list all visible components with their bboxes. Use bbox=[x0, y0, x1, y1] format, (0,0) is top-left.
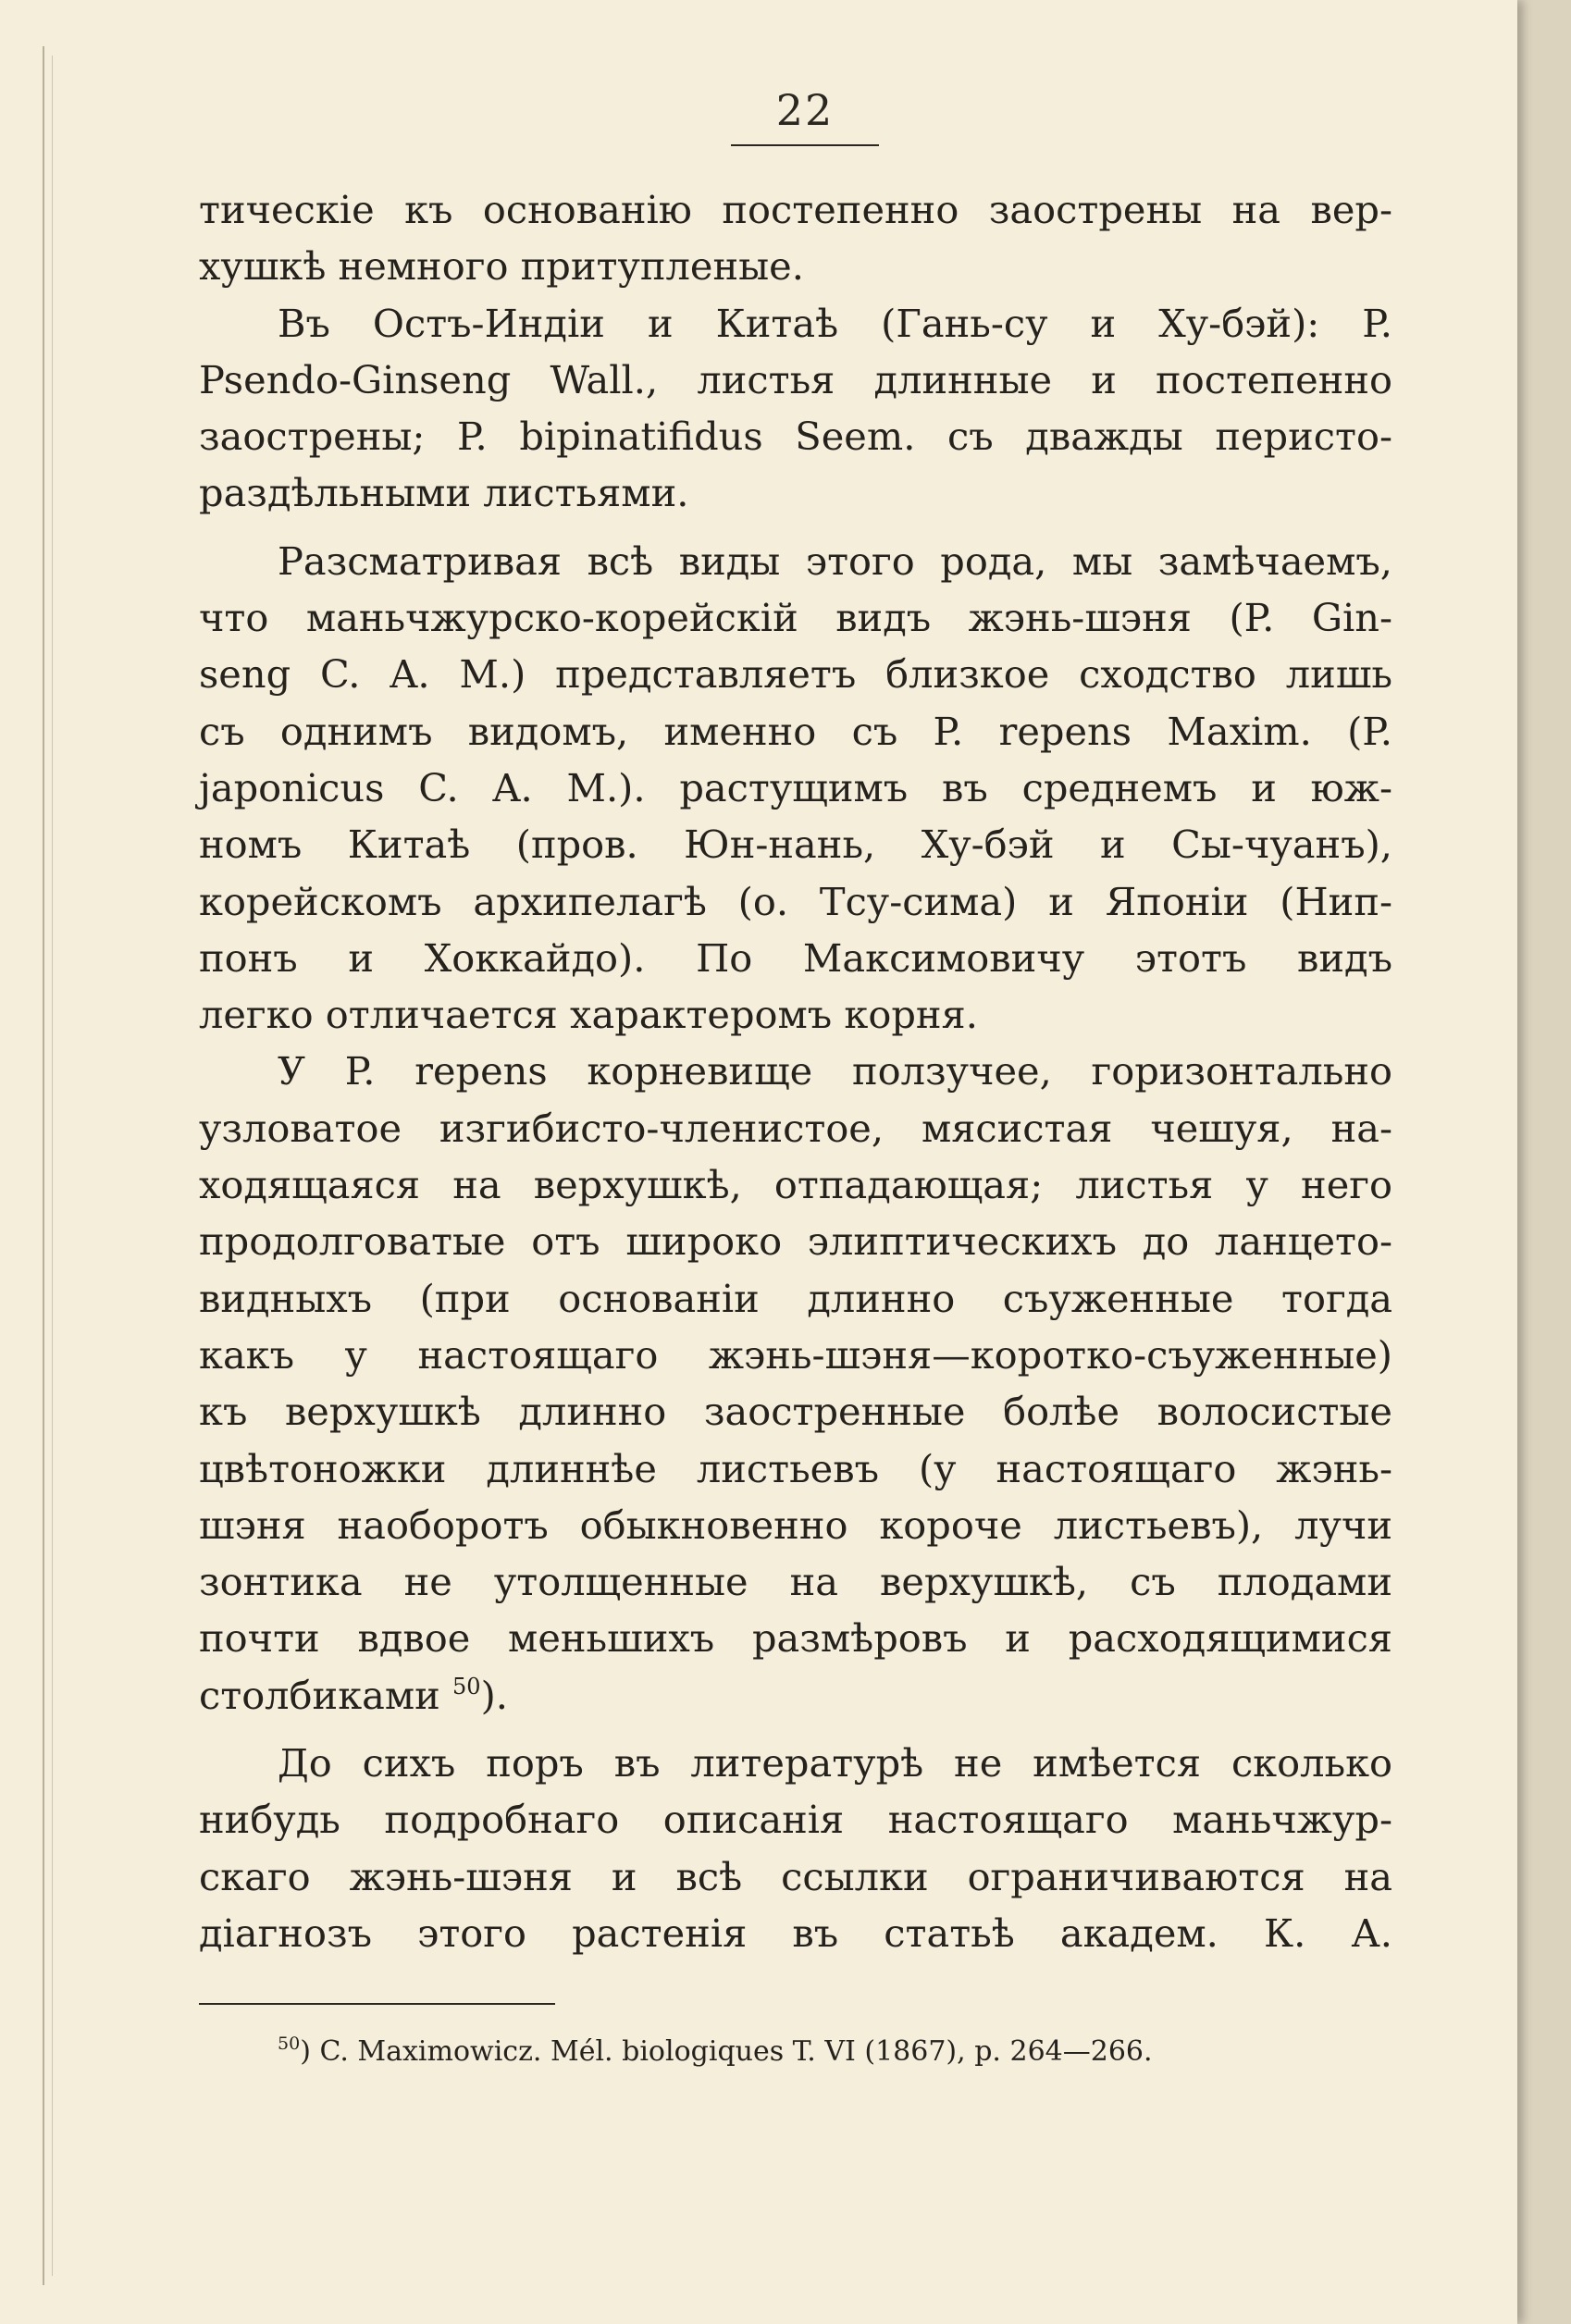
text-line: ходящаяся на верхушкѣ, отпадающая; листья у него bbox=[199, 1162, 1392, 1208]
footnote-separator bbox=[199, 2003, 555, 2005]
text-line: шэня наоборотъ обыкновенно короче листьевъ), лучи bbox=[199, 1502, 1392, 1548]
paragraph-4 bbox=[199, 1043, 1392, 1724]
text-line: seng C. A. M.) представляетъ близкое сходство лишь bbox=[199, 651, 1392, 698]
paragraph-1 bbox=[199, 181, 1392, 295]
paragraph-2 bbox=[199, 295, 1392, 522]
text-line: узловатое изгибисто-членистое, мясистая чешуя, на- bbox=[199, 1105, 1392, 1151]
text-fragment: ). bbox=[480, 1672, 508, 1718]
text-line: нибудь подробнаго описанія настоящаго маньчжур- bbox=[199, 1797, 1392, 1843]
text-line: понъ и Хоккайдо). По Максимовичу этотъ видъ bbox=[199, 934, 1392, 981]
text-line-with-footnote bbox=[199, 1667, 1392, 1724]
text-line: легко отличается характеромъ корня. bbox=[199, 992, 978, 1038]
text-line: раздѣльными листьями. bbox=[199, 470, 689, 516]
text-line: заострены; P. bipinatifidus Seem. съ дважды перисто- bbox=[199, 414, 1392, 460]
text-line: У P. repens корневище ползучее, горизонтально bbox=[278, 1048, 1392, 1094]
footnote bbox=[278, 2034, 1388, 2071]
text-line: къ верхушкѣ длинно заостренные болѣе волосистые bbox=[199, 1389, 1392, 1435]
page-number-underline bbox=[731, 144, 879, 146]
text-line: что маньчжурско-корейскій видъ жэнь-шэня (P. Gin- bbox=[199, 595, 1392, 641]
page-gutter-line-inner bbox=[52, 56, 53, 2276]
footnote-reference[interactable]: 50 bbox=[452, 1673, 481, 1700]
text-line: хушкѣ немного притупленые. bbox=[199, 243, 804, 290]
text-fragment: столбиками bbox=[199, 1672, 440, 1718]
text-line: Psendo-Ginseng Wall., листья длинные и постепенно bbox=[199, 356, 1392, 402]
page-gutter-line bbox=[43, 46, 44, 2285]
text-line: корейскомъ архипелагѣ (о. Тсу-сима) и Японіи (Нип- bbox=[199, 878, 1392, 924]
footnote-marker: 50 bbox=[278, 2034, 301, 2054]
text-line: japonicus C. A. M.). растущимъ въ среднемъ и юж- bbox=[199, 764, 1392, 810]
text-line: продолговатые отъ широко элиптическихъ до ланцето- bbox=[199, 1218, 1392, 1265]
paragraph-3 bbox=[199, 533, 1392, 1044]
text-line: скаго жэнь-шэня и всѣ ссылки ограничиваются на bbox=[199, 1853, 1392, 1899]
text-line: цвѣтоножки длиннѣе листьевъ (у настоящаго жэнь- bbox=[199, 1445, 1392, 1491]
text-line: номъ Китаѣ (пров. Юн-нань, Ху-бэй и Сы-чуанъ), bbox=[199, 822, 1392, 868]
body-text bbox=[199, 181, 1392, 1961]
footnote-marker-close: ) bbox=[300, 2035, 311, 2068]
text-line: какъ у настоящаго жэнь-шэня—коротко-съуженные) bbox=[199, 1331, 1392, 1378]
text-line: Въ Остъ-Индіи и Китаѣ (Гань-су и Ху-бэй): P. bbox=[278, 300, 1392, 346]
text-line: діагнозъ этого растенія въ статьѣ академ. К. А. bbox=[199, 1910, 1392, 1956]
text-line: зонтика не утолщенные на верхушкѣ, съ плодами bbox=[199, 1559, 1392, 1605]
text-line: съ однимъ видомъ, именно съ P. repens Maxim. (P. bbox=[199, 708, 1392, 754]
page-number: 22 bbox=[775, 85, 835, 135]
text-line: почти вдвое меньшихъ размѣровъ и расходящимися bbox=[199, 1615, 1392, 1662]
text-line: видныхъ (при основаніи длинно съуженные тогда bbox=[199, 1275, 1392, 1321]
paragraph-5 bbox=[199, 1735, 1392, 1961]
text-line: тическіе къ основанію постепенно заострены на вер- bbox=[199, 187, 1392, 232]
text-line: До сихъ поръ въ литературѣ не имѣется сколько bbox=[278, 1740, 1392, 1786]
text-line: Разсматривая всѣ виды этого рода, мы замѣчаемъ, bbox=[278, 538, 1392, 584]
footnote-text: C. Maximowicz. Mél. biologiques T. VI (1867), p. 264—266. bbox=[319, 2035, 1153, 2068]
